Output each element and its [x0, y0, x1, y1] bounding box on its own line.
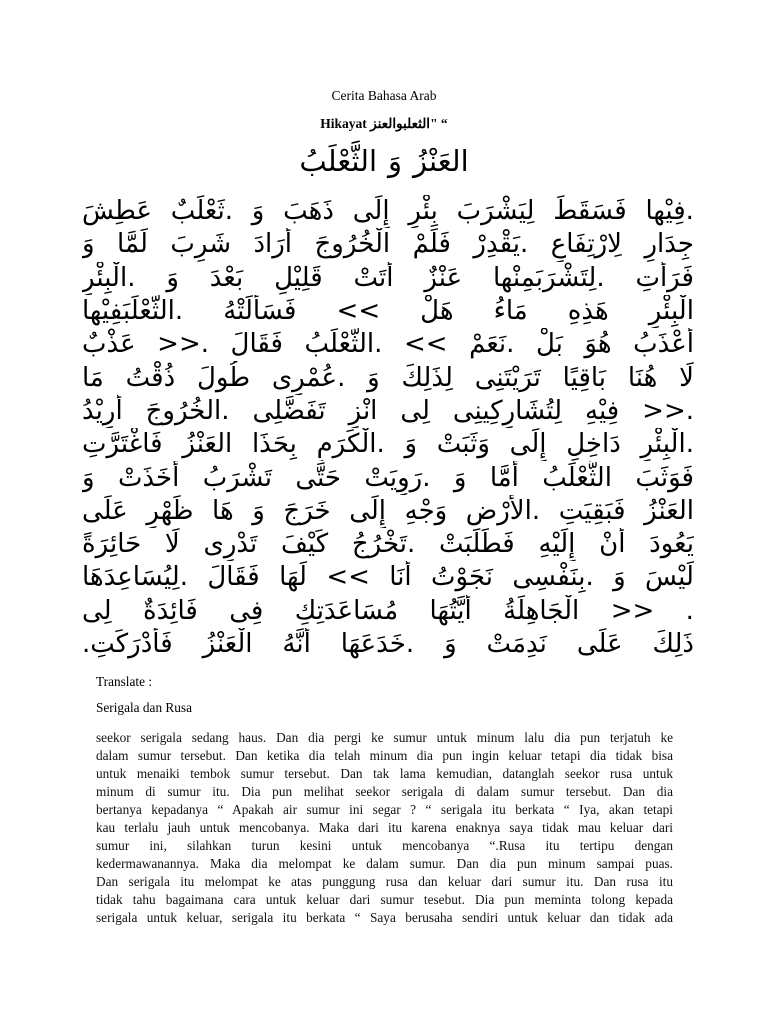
arabic-word: إِلَى: [509, 429, 547, 460]
story-title: [0, 140, 768, 182]
arabic-word: إِلَيْهِ: [538, 529, 576, 560]
arabic-word: طُولَ: [197, 362, 251, 393]
arabic-word: إِلَى: [352, 196, 390, 227]
arabic-line: [82, 428, 694, 461]
arabic-word: وَ: [388, 144, 403, 178]
arabic-word: خَدَعَهَا.: [340, 629, 415, 659]
punctuation-mark: >>: [610, 595, 655, 626]
arabic-word: وَ: [166, 262, 179, 293]
arabic-story-text: [82, 195, 694, 661]
translation-line: bertanya kepadanya “ Apakah air sumur ini segar ? “ serigala itu berkata “ Iya, akan tetapi: [96, 802, 673, 817]
arabic-word: فَسَقَطَ: [553, 196, 627, 227]
arabic-word: لِيَشْرَبَ: [456, 196, 535, 227]
arabic-word: لِارْتِفَاعِ: [550, 229, 622, 260]
translation-line: kau terlalu jauh untuk mencobanya. Maka dari itu karena enaknya saya tidak mau keluar dari: [96, 820, 673, 835]
arabic-word: أَرَادَ: [253, 229, 293, 260]
arabic-word: فِيْهِ: [585, 395, 620, 426]
arabic-word: لَا: [679, 362, 694, 393]
arabic-line: [82, 328, 694, 361]
arabic-word: تَشْرَبُ: [202, 462, 272, 493]
arabic-word: حَتَّى: [295, 462, 341, 493]
arabic-word: الْبِئْرِ.: [82, 262, 136, 293]
arabic-word: مَا: [82, 362, 104, 393]
translation-paragraph: [96, 729, 673, 927]
punctuation-mark: >>.: [157, 329, 210, 360]
arabic-line: [82, 495, 694, 528]
arabic-word: العَنْزُ: [644, 495, 694, 526]
translation-line: serigala untuk keluar, serigala itu berkata “ Saya berusaha sendiri untuk keluar dan tidak ada: [96, 910, 673, 925]
arabic-word: فَاغْتَرَّتِ: [82, 429, 163, 460]
arabic-word: مُسَاعَدَتِكِ: [294, 595, 399, 626]
translation-line: seekor serigala sedang haus. Dan dia pergi ke sumur untuk minum lalu dia pun terjatuh ke: [96, 730, 673, 745]
translation-line: dalam sumur tersebut. Dan ketika dia telah minum dia pun ingin keluar tetapi dia tidak bisa: [96, 748, 673, 763]
arabic-word: يَقْدِرْ.: [473, 229, 529, 260]
arabic-word: هُنَا: [627, 362, 658, 393]
arabic-word: لِتُشَارِكِينِى: [452, 395, 563, 426]
arabic-word: أَنْ: [599, 529, 626, 560]
arabic-word: تَرَيْتَنِى: [474, 362, 541, 393]
arabic-word: أَيَّتُهَا: [429, 595, 472, 626]
arabic-word: وَ: [82, 462, 95, 493]
arabic-word: ذُقْتُ: [125, 362, 176, 393]
arabic-word: نَدِمَتْ: [486, 629, 547, 659]
arabic-word: انْزِ: [348, 395, 378, 426]
arabic-word: فَرَأَتِ: [635, 262, 694, 293]
arabic-word: شَرِبَ: [170, 229, 231, 260]
arabic-word: الْكَرَمِ.: [316, 429, 385, 460]
arabic-word: عَنْزٌ: [424, 262, 463, 293]
arabic-word: دَاخِلِ: [566, 429, 621, 460]
arabic-word: وَ: [252, 495, 265, 526]
arabic-word: تَفَضَّلِى: [252, 395, 326, 426]
arabic-word: لَهَا: [279, 562, 307, 593]
arabic-word: تَخْرُجُ.: [351, 529, 416, 560]
arabic-word: أَتَتْ: [353, 262, 394, 293]
arabic-word: تَدْرِى: [203, 529, 258, 560]
arabic-word: الثَّعْلَبُ: [299, 144, 378, 178]
arabic-word: الْبِئْرِ: [648, 296, 694, 327]
arabic-word: لِى: [400, 395, 430, 426]
arabic-word: فَوَثَبَ: [635, 462, 694, 493]
punctuation-mark: <<: [336, 296, 381, 327]
arabic-word: خَرَجَ: [283, 495, 331, 526]
arabic-word: رَوِيَتْ.: [364, 462, 431, 493]
arabic-word: الثَّعْلَبُ.: [304, 329, 383, 360]
arabic-word: أَمَّا: [489, 462, 519, 493]
translation-line: untuk menaiki tembok sumur tersebut. Dan tak lama kemudian, datanglah seekor rusa untuk: [96, 766, 673, 781]
arabic-line: [82, 361, 694, 394]
arabic-word: وَ: [251, 196, 265, 227]
punctuation-mark: .: [685, 595, 694, 626]
arabic-word: فَسَأَلَتْهُ: [223, 296, 297, 327]
arabic-word: بِئْرٍ: [408, 196, 438, 227]
arabic-word: فَطَلَبَتْ: [438, 529, 515, 560]
arabic-word: فَلَمْ: [412, 229, 451, 260]
arabic-word: وَجْهِ: [404, 495, 448, 526]
arabic-line: [82, 595, 694, 628]
arabic-word: بِحَذَا: [251, 429, 297, 460]
arabic-word: لِتَشْرَبَمِنْها.: [493, 262, 605, 293]
translation-line: sumur ini, silahkan turun kesini untuk mencobanya “.Rusa itu tertipu dengan: [96, 838, 673, 853]
arabic-word: العَنْزُ: [182, 429, 233, 460]
arabic-word: أَخَذَتْ: [117, 462, 180, 493]
arabic-word: الخُرُوجَ.: [145, 395, 230, 426]
arabic-line: [82, 628, 694, 661]
translate-label: Translate :: [96, 674, 153, 689]
arabic-word: وَ: [404, 429, 418, 460]
arabic-word: بَاقِيًا: [562, 362, 607, 393]
arabic-word: فِى: [229, 595, 264, 626]
arabic-word: وَثَبَتْ: [436, 429, 490, 460]
arabic-word: عَلَى: [576, 629, 623, 659]
arabic-word: بَعْدَ: [209, 262, 244, 293]
arabic-word: هُوَ: [584, 329, 612, 360]
arabic-line: [82, 528, 694, 561]
arabic-word: لَا: [164, 529, 180, 560]
arabic-word: فَائِدَةٌ: [143, 595, 198, 626]
arabic-word: عَطِشَ: [82, 196, 152, 227]
arabic-word: لِى: [82, 595, 112, 626]
arabic-word: مَاءُ: [493, 296, 528, 327]
arabic-word: ثَعْلَبٌ.: [170, 196, 233, 227]
arabic-word: الْجَاهِلَةُ: [503, 595, 580, 626]
arabic-word: أَعْذَبُ: [633, 329, 694, 360]
arabic-word: الْبِئْرِ.: [640, 429, 694, 460]
arabic-word: هَا: [212, 495, 234, 526]
arabic-word: عَلَى: [82, 495, 128, 526]
arabic-word: وَ: [613, 562, 626, 593]
arabic-line: [82, 561, 694, 594]
arabic-word: إِلَى: [349, 495, 387, 526]
arabic-word: فَقَالَ: [207, 562, 260, 593]
arabic-word: الْخُرُوجَ: [314, 229, 391, 260]
arabic-word: ذَهَبَ: [283, 196, 334, 227]
arabic-word: هَلْ: [420, 296, 454, 327]
arabic-word: يَعُودَ: [649, 529, 694, 560]
arabic-word: ذَلِكَ: [652, 629, 694, 659]
arabic-word: أُرِيْدُ: [82, 395, 123, 426]
arabic-word: جِدَارِ: [644, 229, 694, 260]
arabic-word: أَنَّهُ: [282, 629, 311, 659]
arabic-word: لِيُسَاعِدَهَا.: [82, 562, 188, 593]
punctuation-mark: <<: [403, 329, 448, 360]
arabic-word: كَيْفَ: [280, 529, 329, 560]
arabic-word: وَ: [82, 229, 95, 260]
arabic-word: فَقَالَ: [230, 329, 283, 360]
arabic-line: [82, 395, 694, 428]
translation-line: tidak tahu bagaimana cara untuk keluar dari sumur tesebut. Dia pun meminta tolong kepada: [96, 892, 673, 907]
translation-line: kedermawanannya. Maka dia melompat ke dalam sumur. Dan dia pun minum sampai puas.: [96, 856, 673, 871]
arabic-word: وَ: [367, 362, 380, 393]
arabic-word: الْعَنْزُ: [202, 629, 253, 659]
document-header: Cerita Bahasa Arab: [331, 88, 437, 103]
arabic-word: الثَّعْلَبُ: [542, 462, 612, 493]
document-subtitle: Hikayat الثعلبوالعنز" “: [320, 116, 448, 131]
arabic-word: عُمْرِى.: [271, 362, 346, 393]
arabic-word: فِيْها.: [645, 196, 694, 227]
arabic-word: لَيْسَ: [645, 562, 694, 593]
punctuation-mark: <<: [326, 562, 370, 593]
arabic-word: قَلِيْلٍ: [274, 262, 323, 293]
arabic-word: لَمَّا: [117, 229, 148, 260]
translation-line: Dan serigala itu melompat ke atas punggung rusa dan keluar dari sumur itu. Dan rusa itu: [96, 874, 673, 889]
arabic-word: .فَأَدْرَكَتِ: [82, 629, 173, 659]
arabic-line: [82, 195, 694, 228]
arabic-word: عَذْبٌ: [82, 329, 136, 360]
arabic-word: وَ: [444, 629, 457, 659]
arabic-word: نَجَوْتُ: [431, 562, 493, 593]
punctuation-mark: >>.: [642, 395, 694, 426]
arabic-line: [82, 262, 694, 295]
arabic-word: هَذِهِ: [567, 296, 609, 327]
arabic-line: [82, 461, 694, 494]
arabic-word: الثَّعْلَبَفِيْها.: [82, 296, 184, 327]
arabic-word: لِذَلِكَ: [401, 362, 453, 393]
arabic-word: وَ: [453, 462, 467, 493]
arabic-word: العَنْزُ: [413, 144, 469, 178]
arabic-word: بِنَفْسِى.: [512, 562, 594, 593]
arabic-word: فَبَقِيَتِ: [558, 495, 626, 526]
arabic-line: [82, 228, 694, 261]
arabic-line: [82, 295, 694, 328]
arabic-word: بَلْ: [535, 329, 563, 360]
arabic-word: الأَرْضِ.: [465, 495, 541, 526]
translation-title: Serigala dan Rusa: [96, 700, 193, 715]
translation-line: minum di sumur itu. Dia pun melihat seekor serigala di dalam sumur tersebut. Dan dia: [96, 784, 673, 799]
arabic-word: أَنَا: [389, 562, 412, 593]
arabic-word: ظَهْرِ: [146, 495, 194, 526]
arabic-word: حَائِرَةً: [82, 529, 142, 560]
arabic-word: نَعَمْ.: [469, 329, 515, 360]
